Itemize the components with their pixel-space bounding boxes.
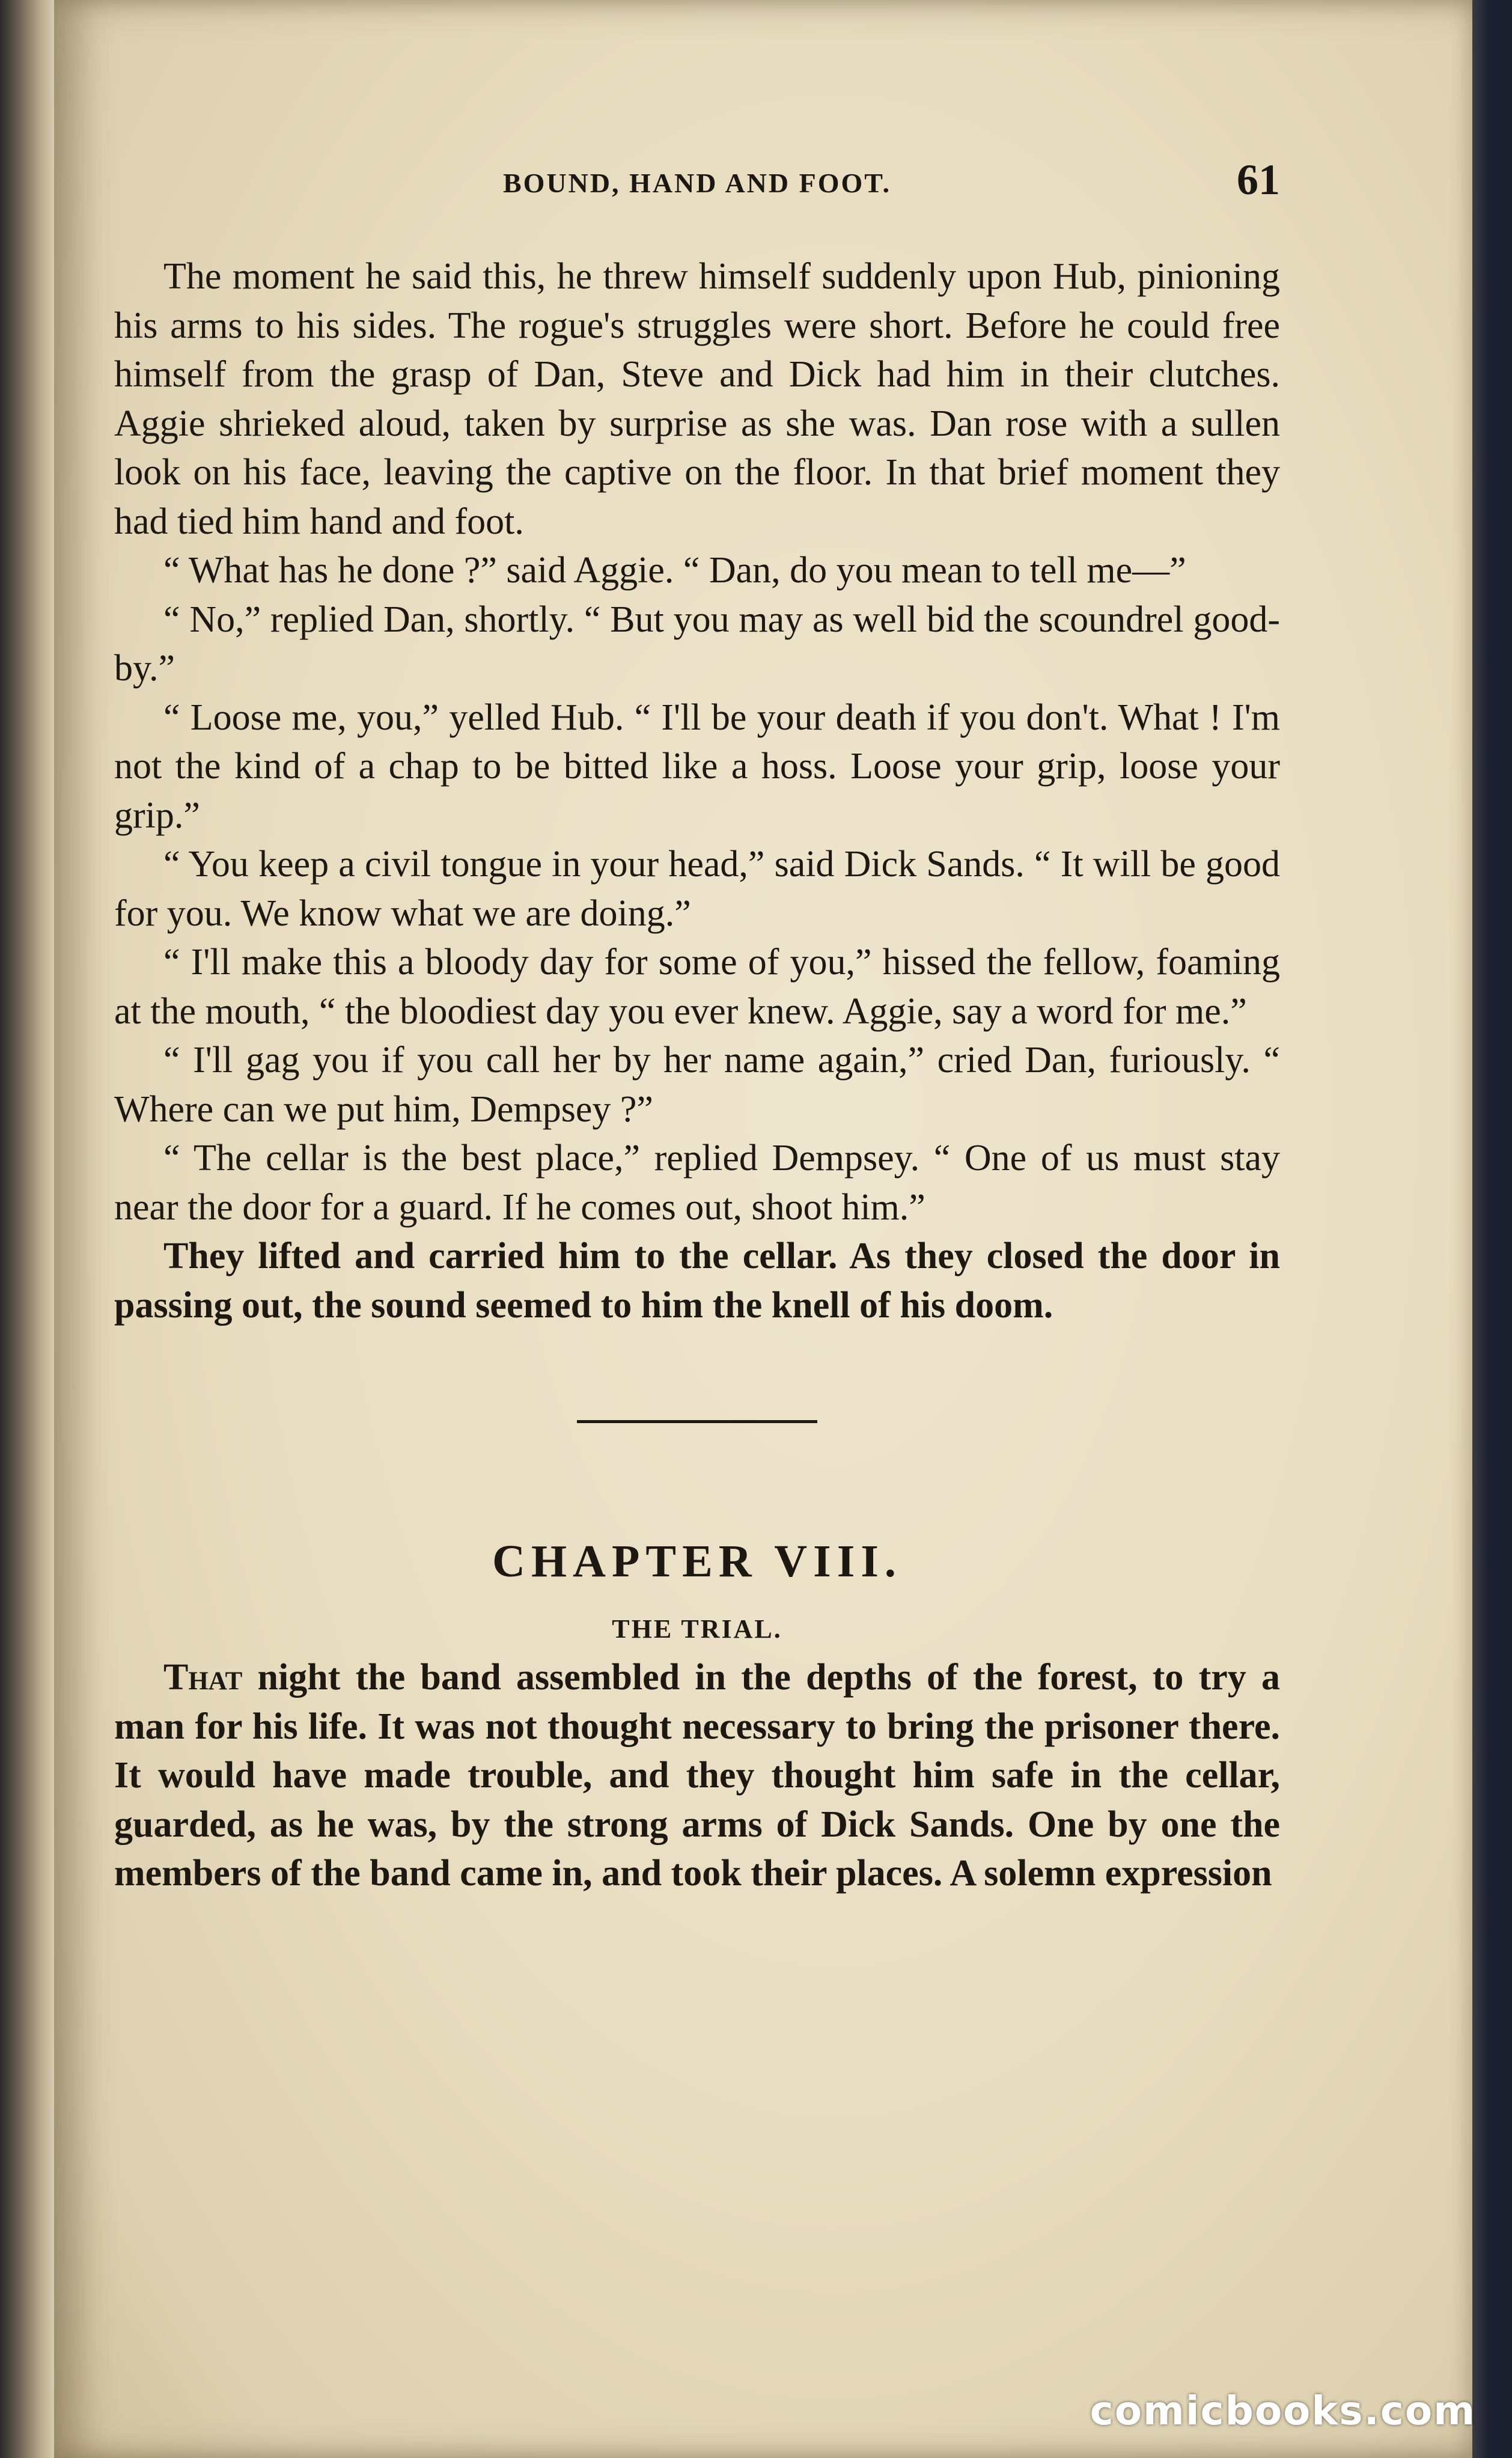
page-text-block (114, 252, 1280, 1898)
paragraph: “ I'll make this a bloody day for some of you,” hissed the fellow, foaming at the mouth, “ the bloodiest day you ever knew. Aggie, say a word for me.” (114, 942, 1280, 1032)
chapter-lead-word: That (163, 1657, 243, 1698)
paragraph: “ Loose me, you,” yelled Hub. “ I'll be your death if you don't. What ! I'm not the kind of a chap to be bitted like a hoss. Loose your grip, loose your grip.” (114, 697, 1280, 836)
book-spine-shadow (0, 0, 54, 2458)
paragraph: “ What has he done ?” said Aggie. “ Dan, do you mean to tell me—” (163, 550, 1186, 591)
paragraph: “ I'll gag you if you call her by her name again,” cried Dan, furiously. “ Where can we put him, Dempsey ?” (114, 1040, 1280, 1130)
page-edge-background (1472, 0, 1512, 2458)
paragraph: “ You keep a civil tongue in your head,” said Dick Sands. “ It will be good for you. We know what we are doing.” (114, 844, 1280, 934)
paragraph: “ No,” replied Dan, shortly. “ But you may as well bid the scoundrel good-by.” (114, 599, 1280, 689)
chapter-opening-text: night the band assembled in the depths of the forest, to try a man for his life. It was not thought necessary to bring the prisoner there. It would have made trouble, and they thought him safe in the cellar, guarded, as he was, by the strong arms of Dick Sands. One by one the members of the band came in, and took their places. A solemn expression (114, 1657, 1280, 1894)
section-divider (577, 1420, 817, 1423)
page-number: 61 (1237, 156, 1280, 204)
paragraph: The moment he said this, he threw himself suddenly upon Hub, pinioning his arms to his sides. The rogue's struggles were short. Before he could free himself from the grasp of Dan, Steve and Dick had him in their clutches. Aggie shrieked aloud, taken by surprise as she was. Dan rose with a sullen look on his face, leaving the captive on the floor. In that brief moment they had tied him hand and foot. (114, 256, 1280, 542)
site-watermark: comicbooks.com (1090, 2388, 1476, 2434)
running-header (114, 155, 1280, 209)
running-title: BOUND, HAND AND FOOT. (502, 168, 892, 198)
paragraph: “ The cellar is the best place,” replied Dempsey. “ One of us must stay near the door for a guard. If he comes out, shoot him.” (114, 1138, 1280, 1228)
chapter-subtitle: THE TRIAL. (612, 1614, 782, 1644)
paragraph: They lifted and carried him to the cellar. As they closed the door in passing out, the sound seemed to him the knell of his doom. (114, 1236, 1280, 1326)
chapter-opening-paragraph (114, 1653, 1280, 1898)
chapter-title: CHAPTER VIII. (492, 1536, 902, 1587)
